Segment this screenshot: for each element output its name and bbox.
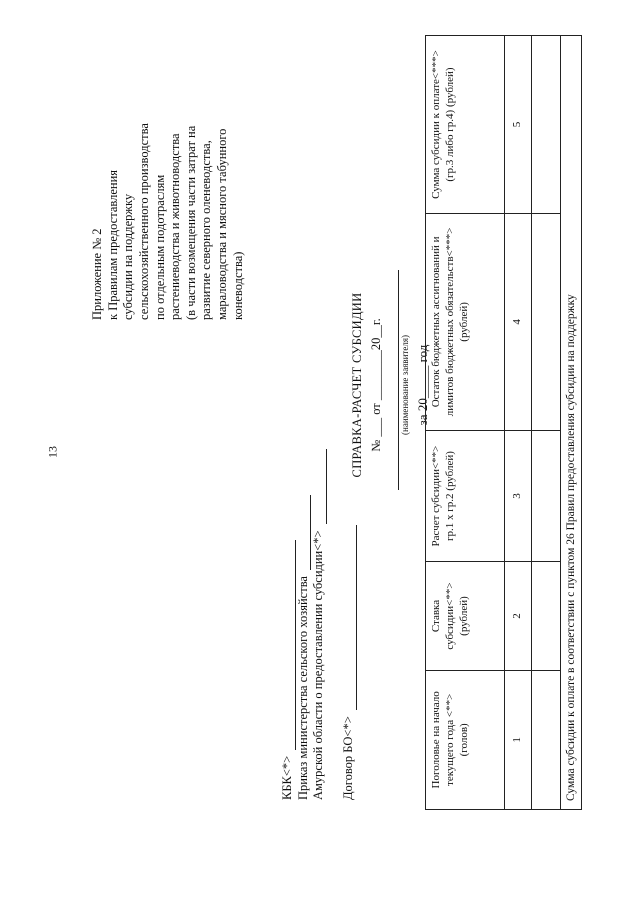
number-cell: 1 — [505, 670, 532, 809]
title-block — [350, 280, 431, 490]
appendix-line: растениеводства и животноводства — [168, 133, 183, 320]
header-cell: Сумма субсидии к оплате<***> (гр.3 либо гр.4) (рублей) — [426, 36, 505, 214]
header-cell: Поголовье на начало текущего года <**> (голов) — [426, 670, 505, 809]
document-title: СПРАВКА-РАСЧЕТ СУБСИДИИ — [350, 292, 364, 478]
table-empty-row — [532, 36, 561, 810]
empty-cell — [532, 430, 561, 562]
table-footer-row — [561, 36, 582, 810]
appendix-line: Приложение № 2 — [90, 228, 104, 320]
number-cell: 3 — [505, 430, 532, 562]
footer-cell: Сумма субсидии к оплате в соответствии с пунктом 26 Правил предоставления субсидии на поддержку — [561, 36, 582, 810]
header-cell: Остаток бюджетных ассигнований и лимитов бюджетных обязательств<***> (рублей) — [426, 214, 505, 431]
number-cell: 4 — [505, 214, 532, 431]
empty-cell — [532, 562, 561, 670]
applicant-line — [398, 270, 399, 490]
applicant-label: (наименование заявителя) — [400, 335, 411, 435]
year-line: за 20_____ год — [414, 344, 430, 426]
table-number-row — [505, 36, 532, 810]
kbk-blank — [282, 540, 296, 750]
kbk-label: КБК<*> — [280, 755, 294, 800]
page-number: 13 — [45, 446, 60, 458]
appendix-line: развитие северного оленеводства, — [199, 140, 214, 320]
number-cell: 2 — [505, 562, 532, 670]
order-blank-2 — [313, 449, 327, 524]
contract-blank — [343, 525, 357, 710]
order-row-2 — [311, 330, 327, 800]
table-header-row — [426, 36, 505, 810]
appendix-line: по отдельным подотраслям — [152, 174, 167, 320]
calculation-table — [425, 35, 582, 810]
appendix-line: субсидии на поддержку — [121, 193, 136, 320]
contract-label: Договор БО<*> — [340, 716, 355, 800]
number-cell: 5 — [505, 36, 532, 214]
appendix-line: сельскохозяйственного производства — [136, 123, 151, 320]
empty-cell — [532, 214, 561, 431]
appendix-line: к Правилам предоставления — [105, 169, 120, 320]
empty-cell — [532, 36, 561, 214]
rotated-sheet — [80, 30, 600, 810]
kbk-row — [280, 330, 296, 800]
appendix-line: (в части возмещения части затрат на — [183, 125, 198, 320]
appendix-line: мараловодства и мясного табунного — [215, 128, 229, 320]
empty-cell — [532, 670, 561, 809]
order-blank-1 — [297, 495, 311, 570]
header-cell: Расчет субсидии<**> гр.1 х гр.2 (рублей) — [426, 430, 505, 562]
order-row-1 — [296, 330, 312, 800]
header-block — [280, 330, 357, 800]
appendix-block — [90, 20, 246, 320]
order-label-2: Амурской области о предоставлении субсидии<*> — [311, 530, 326, 800]
order-label-1: Приказ министерства сельского хозяйства — [295, 576, 310, 800]
number-date-line: № ___ от ________20__г. — [368, 318, 383, 452]
appendix-line: коневодства) — [230, 251, 245, 320]
header-cell: Ставка субсидии<**> (рублей) — [426, 562, 505, 670]
